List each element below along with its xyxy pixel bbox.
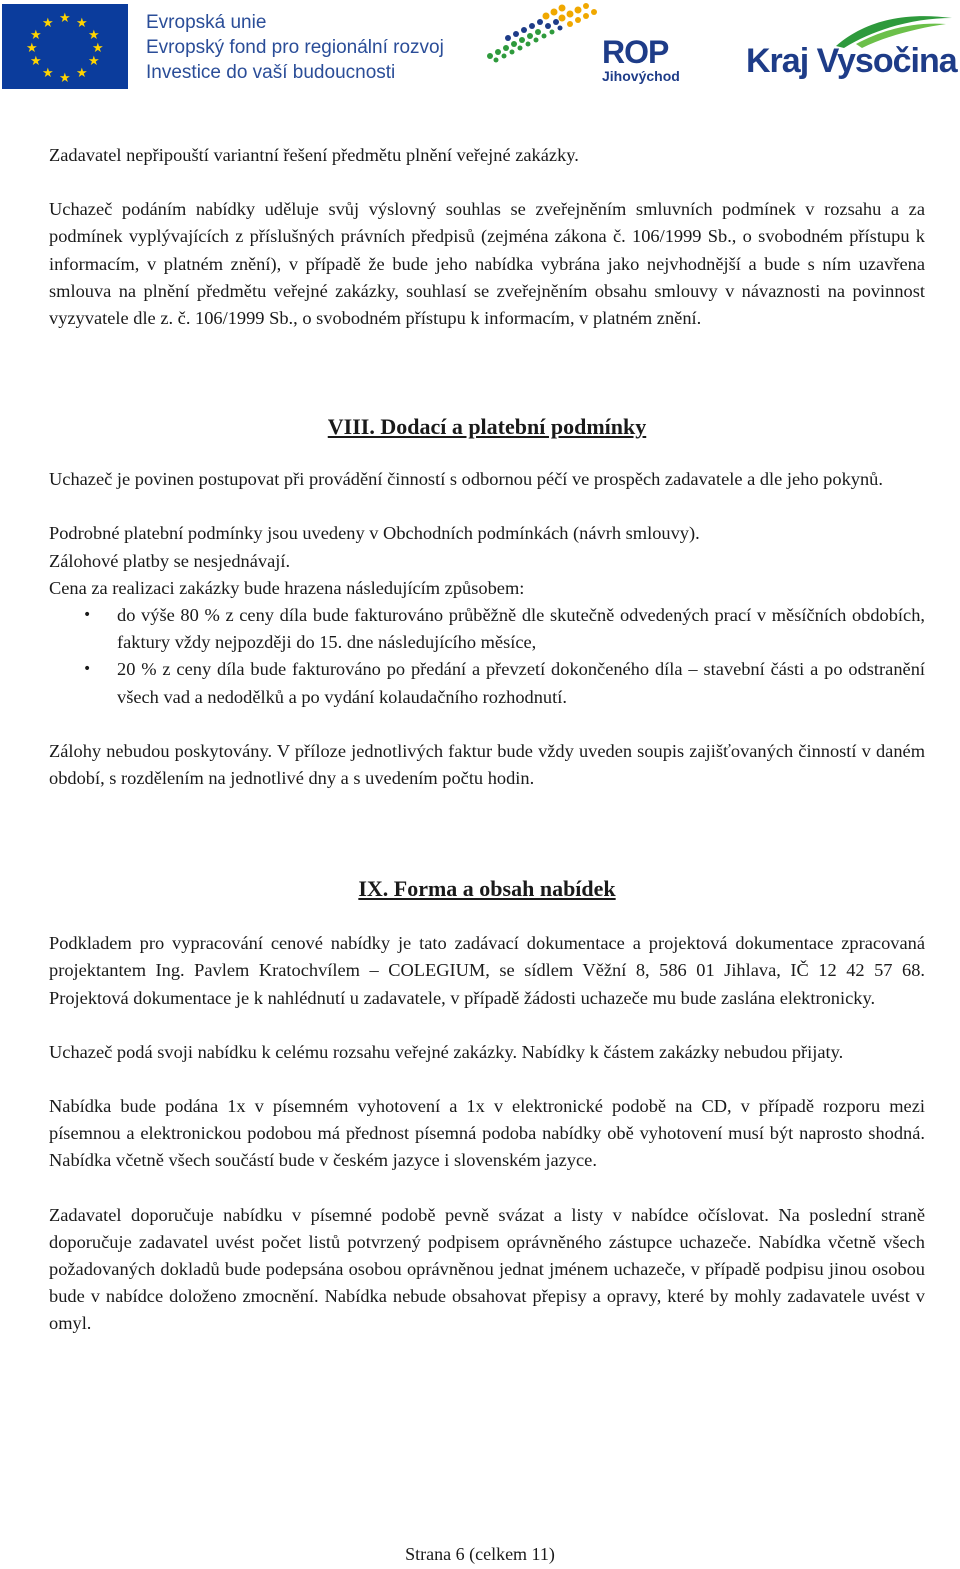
paragraph: Cena za realizaci zakázky bude hrazena následujícím způsobem:: [49, 577, 525, 598]
paragraph: Zadavatel nepřipouští variantní řešení předmětu plnění veřejné zakázky.: [49, 145, 579, 165]
bullet-icon: •: [83, 607, 92, 624]
eu-logo-line: Evropský fond pro regionální rozvoj: [146, 37, 444, 58]
rop-logo-subtitle: Jihovýchod: [602, 68, 680, 84]
list-item-text: do výše 80 % z ceny díla bude fakturováno průběžně dle skutečně odvedených prací v měsíčních obdobích, faktury vždy nejpozději do 15. dne následujícího měsíce,: [117, 605, 925, 653]
list-item-text: 20 % z ceny díla bude fakturováno po předání a převzetí dokončeného díla – stavební části a po odstranění všech vad a nedodělků a po vydání kolaudačního rozhodnutí.: [117, 659, 925, 707]
list-item: [49, 656, 925, 710]
section-title-ix: IX. Forma a obsah nabídek: [358, 876, 616, 902]
paragraph: Podrobné platební podmínky jsou uvedeny v Obchodních podmínkách (návrh smlouvy).: [49, 523, 700, 544]
eu-logo-text: [146, 10, 444, 85]
rop-logo: [482, 2, 692, 90]
kraj-logo: [746, 10, 956, 88]
paragraph: Zálohy nebudou poskytovány. V příloze jednotlivých faktur bude vždy uveden soupis zajišťovaných činností v daném období, s rozdělením na jednotlivé dny a s uvedením počtu hodin.: [49, 740, 925, 789]
section-title-viii: VIII. Dodací a platební podmínky: [327, 414, 647, 440]
eu-flag-icon: ★ ★ ★ ★ ★ ★ ★ ★ ★ ★ ★ ★: [2, 4, 128, 89]
paragraph: Zadavatel doporučuje nabídku v písemné podobě pevně svázat a listy v nabídce očíslovat. Na poslední straně doporučuje zadavatel uvést počet listů potvrzený podpisem oprávněného zástupce uchazeče. Nabídka včetně všech požadovaných dokladů bude podepsána osobou oprávněnou jednat jménem uchazeče, v případě podpisu jinou osobou bude v nabídce doloženo zmocnění. Nabídka nebude obsahovat přepisy a opravy, které by mohly zadavatele uvést v omyl.: [49, 1204, 925, 1334]
paragraph: Nabídka bude podána 1x v písemném vyhotovení a 1x v elektronické podobě na CD, v případě rozporu mezi písemnou a elektronickou podobou má přednost písemná podoba nabídky obě vyhotovení musí být naprosto shodná. Nabídka včetně všech součástí bude v českém jazyce i slovenském jazyce.: [49, 1096, 925, 1171]
paragraph: Uchazeč podáním nabídky uděluje svůj výslovný souhlas se zveřejněním smluvních podmínek v rozsahu a za podmínek vyplývajících z příslušných právních předpisů (zejména zákona č. 106/1999 Sb., o svobodném přístupu k informacím, v platném znění), v případě že bude jeho nabídka vybrána jako nejvhodnější a bude s ním uzavřena smlouva na plnění předmětu veřejné zakázky, souhlasí se zveřejněním obsahu smlouvy v návaznosti na povinnost vyzyvatele dle z. č. 106/1999 Sb., o svobodném přístupu k informacím, v platném znění.: [49, 199, 925, 329]
document-body: [49, 142, 925, 1338]
paragraph: Uchazeč je povinen postupovat při provádění činností s odbornou péčí ve prospěch zadavatele a dle jeho pokynů.: [49, 469, 883, 490]
bullet-icon: •: [83, 661, 92, 678]
paragraph: Zálohové platby se nesjednávají.: [49, 550, 291, 571]
paragraph: Podkladem pro vypracování cenové nabídky je tato zadávací dokumentace a projektová dokumentace zpracovaná projektantem Ing. Pavlem Kratochvílem – COLEGIUM, se sídlem Věžní 8, 586 01 Jihlava, IČ 12 42 57 68. Projektová dokumentace je k nahlédnutí u zadavatele, v případě žádosti uchazeče mu bude zaslána elektronicky.: [49, 933, 925, 1008]
rop-logo-title: ROP: [602, 34, 669, 70]
payment-list: [49, 602, 925, 711]
kraj-logo-text: Kraj Vysočina: [746, 42, 957, 80]
eu-logo-line: Evropská unie: [146, 12, 267, 33]
rop-dots-icon: [482, 2, 600, 64]
page-number: Strana 6 (celkem 11): [405, 1544, 555, 1564]
list-item: [49, 602, 925, 656]
paragraph: Uchazeč podá svoji nabídku k celému rozsahu veřejné zakázky. Nabídky k částem zakázky nebudou přijaty.: [49, 1041, 844, 1062]
page-header: [0, 0, 960, 95]
eu-logo-line: Investice do vaší budoucnosti: [146, 62, 396, 83]
